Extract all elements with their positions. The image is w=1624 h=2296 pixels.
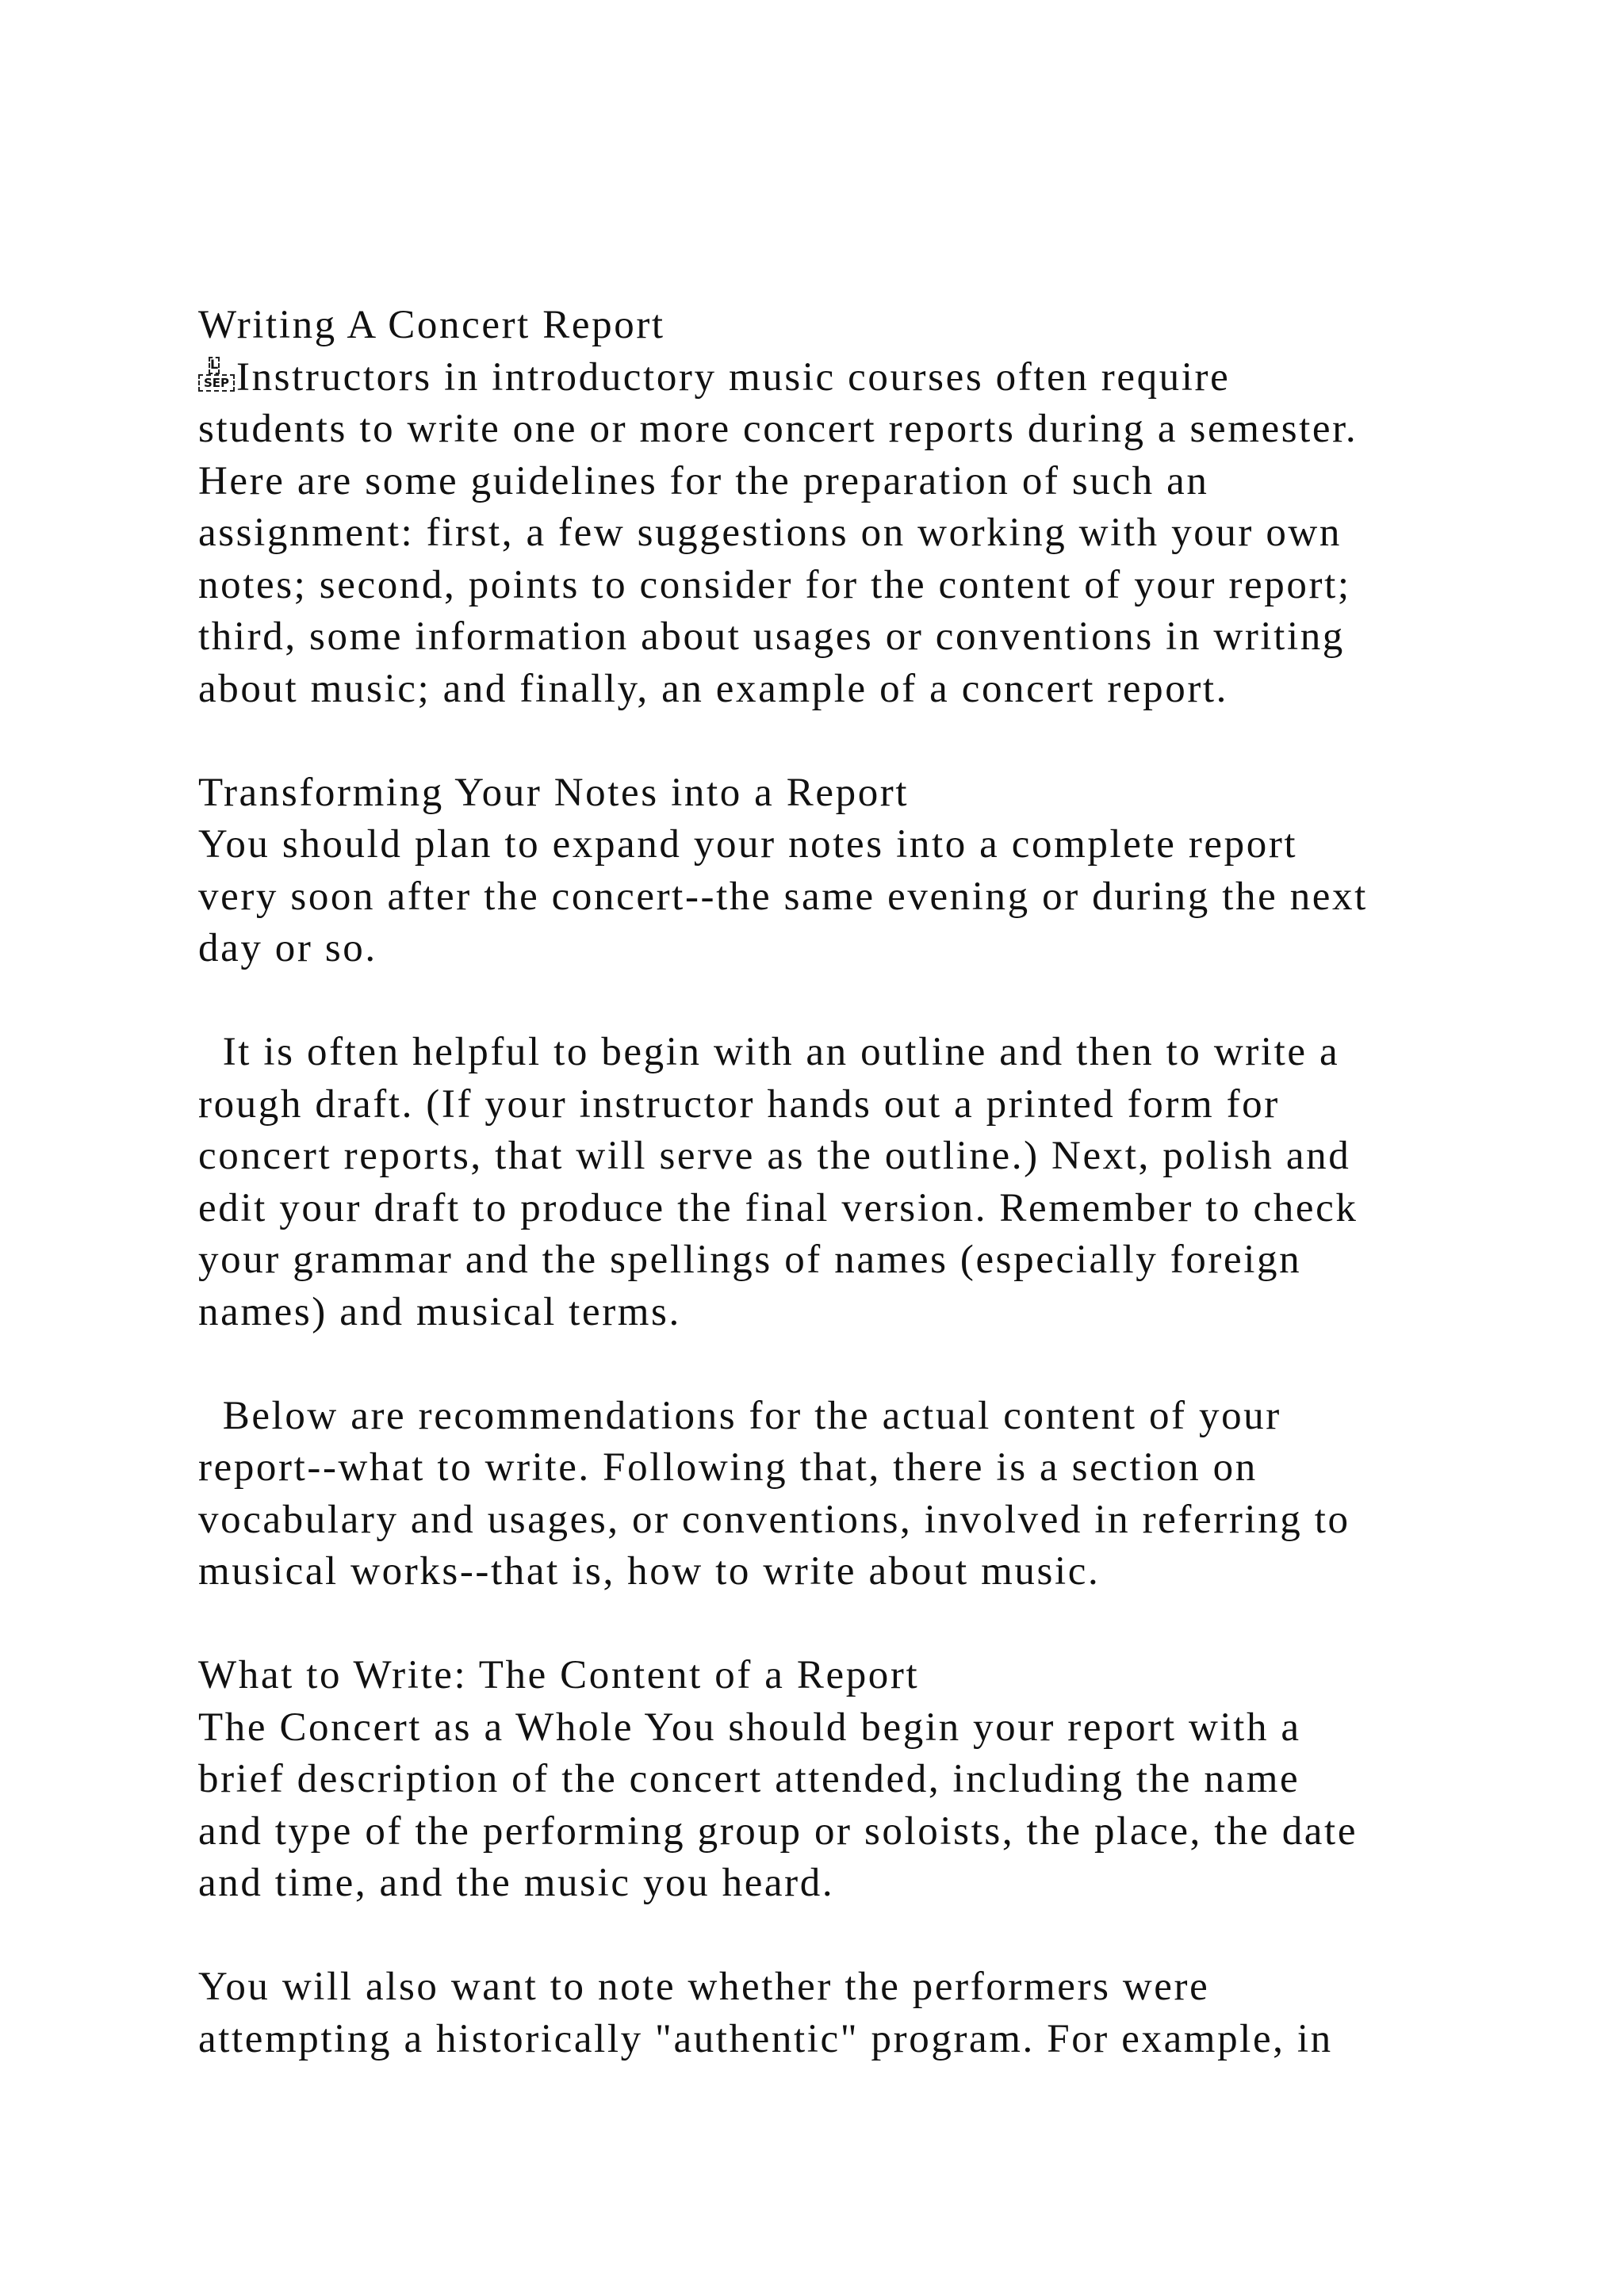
paragraph-line: Below are recommendations for the actual content of your xyxy=(198,1393,1281,1438)
paragraph-gap xyxy=(198,1910,1546,1962)
document-title: Writing A Concert Report xyxy=(198,303,665,347)
paragraph-gap xyxy=(198,715,1546,767)
paragraph-gap xyxy=(198,975,1546,1027)
paragraph-line: rough draft. (If your instructor hands out a printed form for xyxy=(198,1081,1280,1127)
paragraph-line: You should plan to expand your notes into a complete report xyxy=(198,822,1298,867)
paragraph-line: attempting a historically "authentic" program. For example, in xyxy=(198,2016,1333,2061)
intro-line: Here are some guidelines for the preparation of such an xyxy=(198,458,1209,503)
paragraph-line: very soon after the concert--the same evening or during the next xyxy=(198,874,1368,919)
paragraph-line: vocabulary and usages, or conventions, involved in referring to xyxy=(198,1497,1350,1542)
paragraph-gap xyxy=(198,1338,1546,1391)
intro-line: L SEP Instructors in introductory music courses often require xyxy=(198,352,1546,404)
document-body xyxy=(198,300,1546,2065)
paragraph-line: names) and musical terms. xyxy=(198,1289,681,1334)
intro-line: students to write one or more concert reports during a semester. xyxy=(198,407,1358,451)
intro-line: notes; second, points to consider for the content of your report; xyxy=(198,562,1351,607)
paragraph-line: edit your draft to produce the final version. Remember to check xyxy=(198,1185,1358,1230)
paragraph-line: brief description of the concert attended, including the name xyxy=(198,1757,1300,1801)
section-heading-transforming-notes: Transforming Your Notes into a Report xyxy=(198,770,910,815)
intro-line: third, some information about usages or conventions in writing xyxy=(198,614,1345,659)
intro-line: about music; and finally, an example of a concert report. xyxy=(198,666,1229,711)
paragraph-line: It is often helpful to begin with an outline and then to write a xyxy=(198,1030,1340,1074)
paragraph-line: You will also want to note whether the performers were xyxy=(198,1965,1210,2009)
paragraph-line: and time, and the music you heard. xyxy=(198,1861,835,1905)
paragraph-line: and type of the performing group or soloists, the place, the date xyxy=(198,1808,1358,1854)
paragraph-line: day or so. xyxy=(198,926,377,970)
paragraph-line: report--what to write. Following that, there is a section on xyxy=(198,1445,1258,1490)
paragraph-line: musical works--that is, how to write about music. xyxy=(198,1549,1101,1594)
paragraph-line: concert reports, that will serve as the outline.) Next, polish and xyxy=(198,1134,1351,1178)
paragraph-line: The Concert as a Whole You should begin your report with a xyxy=(198,1705,1301,1750)
section-heading-content-of-report: What to Write: The Content of a Report xyxy=(198,1653,920,1697)
paragraph-gap xyxy=(198,1598,1546,1651)
intro-line: assignment: first, a few suggestions on working with your own xyxy=(198,511,1342,555)
paragraph-line: your grammar and the spellings of names (especially foreign xyxy=(198,1238,1302,1282)
line-separator-icon: L SEP xyxy=(198,357,235,393)
